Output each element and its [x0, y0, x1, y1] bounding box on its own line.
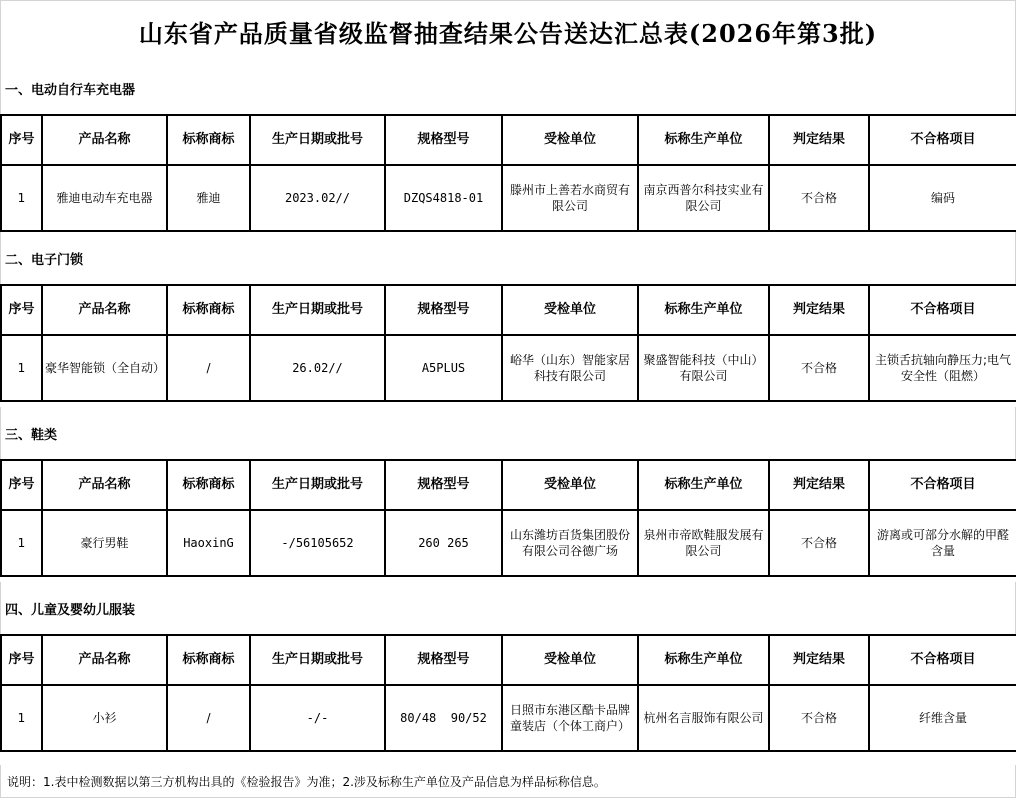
header-cell-model: 规格型号	[385, 635, 502, 685]
cell-brand: 雅迪	[167, 165, 250, 231]
section-title-shoes: 三、鞋类	[0, 407, 1016, 459]
header-cell-product: 产品名称	[42, 115, 167, 165]
header-cell-product: 产品名称	[42, 285, 167, 335]
cell-producer: 聚盛智能科技（中山）有限公司	[638, 335, 769, 401]
header-cell-result: 判定结果	[769, 460, 869, 510]
cell-producer: 泉州市帝欧鞋服发展有限公司	[638, 510, 769, 576]
cell-product: 豪行男鞋	[42, 510, 167, 576]
cell-failed-items: 主锁舌抗轴向静压力;电气安全性（阻燃）	[869, 335, 1016, 401]
header-cell-failed-items: 不合格项目	[869, 635, 1016, 685]
cell-producer: 南京西普尔科技实业有限公司	[638, 165, 769, 231]
page-title: 山东省产品质量省级监督抽查结果公告送达汇总表(2026年第3批)	[0, 0, 1016, 62]
cell-result: 不合格	[769, 510, 869, 576]
header-cell-inspected: 受检单位	[502, 285, 638, 335]
header-cell-producer: 标称生产单位	[638, 115, 769, 165]
section-title-door-locks: 二、电子门锁	[0, 232, 1016, 284]
header-cell-batch: 生产日期或批号	[250, 635, 385, 685]
cell-result: 不合格	[769, 685, 869, 751]
cell-batch: -/-	[250, 685, 385, 751]
cell-no: 1	[1, 335, 42, 401]
cell-model: A5PLUS	[385, 335, 502, 401]
cell-brand: HaoxinG	[167, 510, 250, 576]
section-title-chargers: 一、电动自行车充电器	[0, 62, 1016, 114]
header-cell-batch: 生产日期或批号	[250, 460, 385, 510]
cell-product: 小衫	[42, 685, 167, 751]
table-children-clothing	[0, 634, 1016, 752]
cell-producer: 杭州名言服饰有限公司	[638, 685, 769, 751]
header-cell-product: 产品名称	[42, 460, 167, 510]
cell-model: 80/48 90/52	[385, 685, 502, 751]
header-cell-no: 序号	[1, 460, 42, 510]
header-row	[1, 460, 1016, 510]
header-cell-failed-items: 不合格项目	[869, 460, 1016, 510]
cell-inspected: 滕州市上善若水商贸有限公司	[502, 165, 638, 231]
header-cell-no: 序号	[1, 115, 42, 165]
cell-model: 260 265	[385, 510, 502, 576]
cell-brand: /	[167, 335, 250, 401]
cell-inspected: 峪华（山东）智能家居科技有限公司	[502, 335, 638, 401]
header-cell-brand: 标称商标	[167, 115, 250, 165]
table-door-locks	[0, 284, 1016, 402]
header-cell-batch: 生产日期或批号	[250, 285, 385, 335]
bottom-rule	[0, 797, 1016, 798]
cell-inspected: 山东潍坊百货集团股份有限公司谷德广场	[502, 510, 638, 576]
table-row	[1, 165, 1016, 231]
cell-no: 1	[1, 165, 42, 231]
table-row	[1, 685, 1016, 751]
header-cell-batch: 生产日期或批号	[250, 115, 385, 165]
cell-no: 1	[1, 685, 42, 751]
cell-result: 不合格	[769, 165, 869, 231]
header-cell-failed-items: 不合格项目	[869, 285, 1016, 335]
table-shoes	[0, 459, 1016, 577]
cell-batch: 26.02//	[250, 335, 385, 401]
cell-inspected: 日照市东港区酷卡品牌童装店（个体工商户）	[502, 685, 638, 751]
cell-no: 1	[1, 510, 42, 576]
header-cell-inspected: 受检单位	[502, 635, 638, 685]
section-title-children-clothing: 四、儿童及婴幼儿服装	[0, 582, 1016, 634]
cell-model: DZQS4818-01	[385, 165, 502, 231]
header-cell-inspected: 受检单位	[502, 115, 638, 165]
cell-failed-items: 游离或可部分水解的甲醛含量	[869, 510, 1016, 576]
cell-batch: -/56105652	[250, 510, 385, 576]
cell-product: 雅迪电动车充电器	[42, 165, 167, 231]
cell-brand: /	[167, 685, 250, 751]
header-cell-producer: 标称生产单位	[638, 635, 769, 685]
header-cell-result: 判定结果	[769, 115, 869, 165]
header-row	[1, 635, 1016, 685]
table-row	[1, 335, 1016, 401]
header-cell-model: 规格型号	[385, 460, 502, 510]
cell-result: 不合格	[769, 335, 869, 401]
header-cell-brand: 标称商标	[167, 285, 250, 335]
header-cell-result: 判定结果	[769, 285, 869, 335]
header-cell-inspected: 受检单位	[502, 460, 638, 510]
header-cell-producer: 标称生产单位	[638, 460, 769, 510]
footnote: 说明：1.表中检测数据以第三方机构出具的《检验报告》为准；2.涉及标称生产单位及产品信息为样品标称信息。	[0, 765, 1016, 797]
header-cell-failed-items: 不合格项目	[869, 115, 1016, 165]
cell-batch: 2023.02//	[250, 165, 385, 231]
header-cell-model: 规格型号	[385, 115, 502, 165]
header-cell-model: 规格型号	[385, 285, 502, 335]
cell-failed-items: 纤维含量	[869, 685, 1016, 751]
table-chargers	[0, 114, 1016, 232]
table-row	[1, 510, 1016, 576]
cell-failed-items: 编码	[869, 165, 1016, 231]
header-cell-product: 产品名称	[42, 635, 167, 685]
header-cell-result: 判定结果	[769, 635, 869, 685]
header-cell-brand: 标称商标	[167, 635, 250, 685]
header-row	[1, 285, 1016, 335]
header-cell-brand: 标称商标	[167, 460, 250, 510]
header-cell-producer: 标称生产单位	[638, 285, 769, 335]
header-cell-no: 序号	[1, 285, 42, 335]
header-row	[1, 115, 1016, 165]
header-cell-no: 序号	[1, 635, 42, 685]
cell-product: 豪华智能锁（全自动）	[42, 335, 167, 401]
